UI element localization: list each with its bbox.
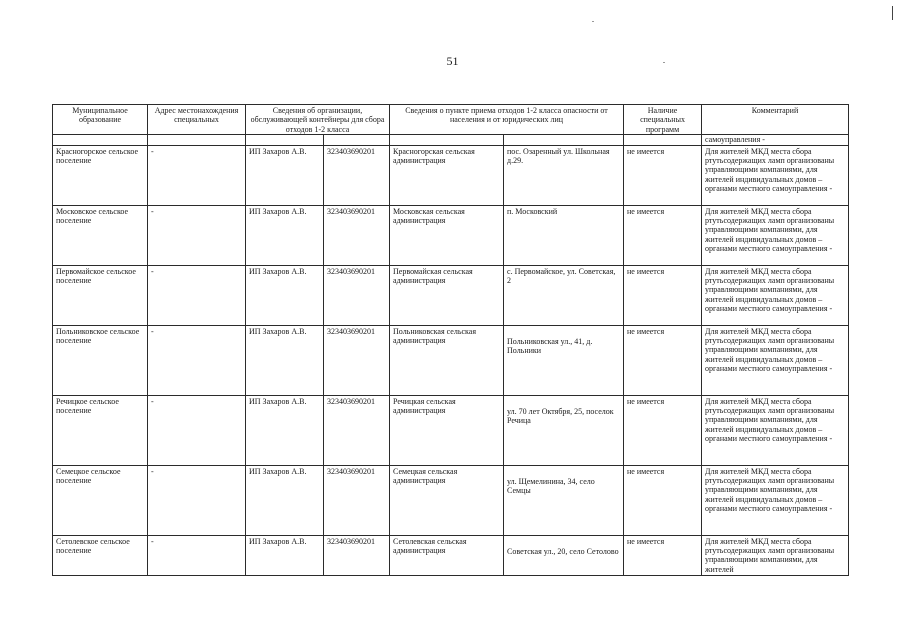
cell-org-inn: 323403690201: [324, 205, 390, 265]
table-row: [53, 535, 849, 575]
cell-point-name: Красногорская сельская администрация: [390, 145, 504, 205]
cell-org-inn: 323403690201: [324, 535, 390, 575]
cell-point-address: с. Первомайское, ул. Советская, 2: [504, 265, 624, 325]
cell-address: -: [148, 145, 246, 205]
cell-point-name: Речицкая сельская администрация: [390, 395, 504, 465]
cell-point-name: Московская сельская администрация: [390, 205, 504, 265]
cell-municipality: Семецкое сельское поселение: [53, 465, 148, 535]
cell-municipality: Красногорское сельское поселение: [53, 145, 148, 205]
carryover-comment: самоуправления -: [702, 135, 849, 145]
cell-point-address: Польниковская ул., 41, д. Польники: [504, 325, 624, 395]
cell-point-name: Сетолевская сельская администрация: [390, 535, 504, 575]
table-row: [53, 325, 849, 395]
header-collection-point: Сведения о пункте приема отходов 1-2 класса опасности от населения и от юридических лиц: [390, 105, 624, 135]
cell-org-inn: 323403690201: [324, 395, 390, 465]
header-organization: Сведения об организации, обслуживающей контейнеры для сбора отходов 1-2 класса: [246, 105, 390, 135]
cell-comment: Для жителей МКД места сбора ртутьсодержащих ламп организованы управляющими компаниями, для жителей индивидуальных домов – органами местного самоуправления -: [702, 145, 849, 205]
cell-org-name: ИП Захаров А.В.: [246, 395, 324, 465]
cell-municipality: Речицкое сельское поселение: [53, 395, 148, 465]
cell-address: -: [148, 465, 246, 535]
header-comment: Комментарий: [702, 105, 849, 135]
table-row: [53, 395, 849, 465]
table-row: [53, 205, 849, 265]
table-header-row: [53, 105, 849, 135]
cell-point-address: ул. Щемелинина, 34, село Семцы: [504, 465, 624, 535]
cell-comment: Для жителей МКД места сбора ртутьсодержащих ламп организованы управляющими компаниями, для жителей индивидуальных домов – органами местного самоуправления -: [702, 205, 849, 265]
cell-comment: Для жителей МКД места сбора ртутьсодержащих ламп организованы управляющими компаниями, для жителей индивидуальных домов – органами местного самоуправления -: [702, 395, 849, 465]
cell-programs: не имеется: [624, 325, 702, 395]
cell-programs: не имеется: [624, 265, 702, 325]
cell-address: -: [148, 325, 246, 395]
cell-org-inn: 323403690201: [324, 325, 390, 395]
cell-comment: Для жителей МКД места сбора ртутьсодержащих ламп организованы управляющими компаниями, для жителей: [702, 535, 849, 575]
cell-org-name: ИП Захаров А.В.: [246, 535, 324, 575]
cell-programs: не имеется: [624, 465, 702, 535]
page-number: 51: [446, 54, 459, 68]
cell-programs: не имеется: [624, 205, 702, 265]
header-municipality: Муниципальное образование: [53, 105, 148, 135]
waste-collection-table: [52, 104, 849, 576]
cell-point-address: Советская ул., 20, село Сетолово: [504, 535, 624, 575]
header-programs: Наличие специальных программ: [624, 105, 702, 135]
scan-speck: [592, 21, 594, 22]
cell-org-inn: 323403690201: [324, 465, 390, 535]
cell-org-name: ИП Захаров А.В.: [246, 465, 324, 535]
cell-address: -: [148, 205, 246, 265]
scan-edge-mark: [892, 6, 893, 20]
table-row: [53, 145, 849, 205]
cell-org-name: ИП Захаров А.В.: [246, 205, 324, 265]
table-row: [53, 265, 849, 325]
cell-point-address: пос. Озаренный ул. Школьная д.29.: [504, 145, 624, 205]
cell-org-name: ИП Захаров А.В.: [246, 145, 324, 205]
cell-programs: не имеется: [624, 535, 702, 575]
cell-address: -: [148, 395, 246, 465]
cell-org-name: ИП Захаров А.В.: [246, 265, 324, 325]
cell-comment: Для жителей МКД места сбора ртутьсодержащих ламп организованы управляющими компаниями, для жителей индивидуальных домов – органами местного самоуправления -: [702, 265, 849, 325]
cell-point-name: Первомайская сельская администрация: [390, 265, 504, 325]
cell-org-inn: 323403690201: [324, 145, 390, 205]
cell-municipality: Сетолевское сельское поселение: [53, 535, 148, 575]
cell-point-name: Семецкая сельская администрация: [390, 465, 504, 535]
cell-municipality: Первомайское сельское поселение: [53, 265, 148, 325]
cell-point-name: Польниковская сельская администрация: [390, 325, 504, 395]
cell-address: -: [148, 535, 246, 575]
cell-comment: Для жителей МКД места сбора ртутьсодержащих ламп организованы управляющими компаниями, для жителей индивидуальных домов – органами местного самоуправления -: [702, 465, 849, 535]
cell-programs: не имеется: [624, 145, 702, 205]
cell-municipality: Московское сельское поселение: [53, 205, 148, 265]
cell-org-name: ИП Захаров А.В.: [246, 325, 324, 395]
cell-point-address: п. Московский: [504, 205, 624, 265]
cell-comment: Для жителей МКД места сбора ртутьсодержащих ламп организованы управляющими компаниями, для жителей индивидуальных домов – органами местного самоуправления -: [702, 325, 849, 395]
cell-org-inn: 323403690201: [324, 265, 390, 325]
cell-municipality: Польниковское сельское поселение: [53, 325, 148, 395]
header-address: Адрес местонахождения специальных: [148, 105, 246, 135]
cell-programs: не имеется: [624, 395, 702, 465]
carryover-row: [53, 135, 849, 145]
table-row: [53, 465, 849, 535]
cell-point-address: ул. 70 лет Октября, 25, поселок Речица: [504, 395, 624, 465]
cell-address: -: [148, 265, 246, 325]
